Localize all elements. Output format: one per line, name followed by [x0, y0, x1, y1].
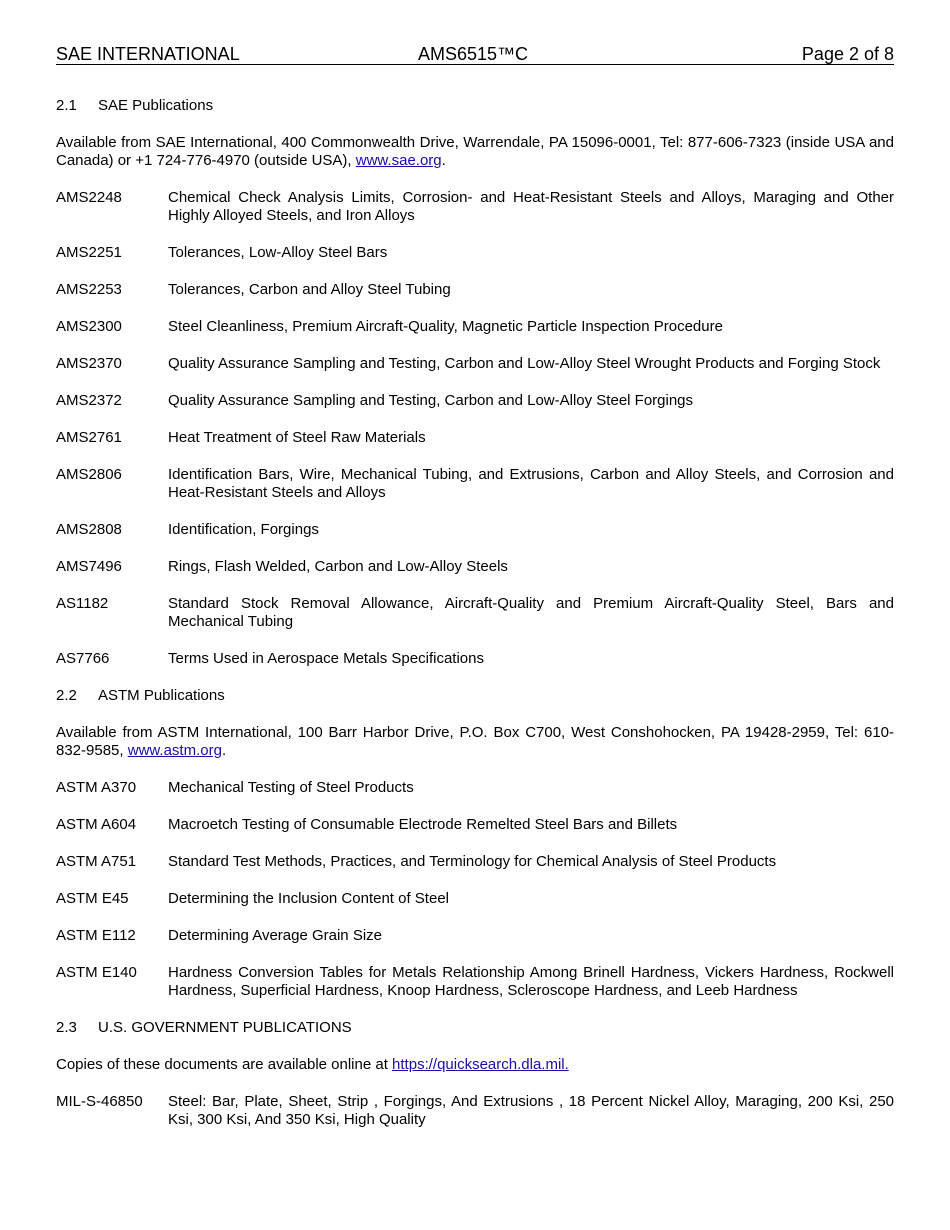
reference-code: ASTM E112: [56, 927, 136, 944]
reference-code: AMS2253: [56, 281, 122, 298]
sae-reference-list: [56, 189, 894, 668]
astm-website-link[interactable]: www.astm.org: [127, 742, 222, 759]
reference-title: Tolerances, Low-Alloy Steel Bars: [168, 244, 388, 261]
reference-title: Macroetch Testing of Consumable Electrode Remelted Steel Bars and Billets: [168, 816, 678, 833]
sae-intro-trail: .: [441, 152, 446, 169]
reference-code: MIL-S-46850: [56, 1093, 143, 1110]
reference-row: [56, 466, 894, 502]
gov-availability-paragraph: [56, 1056, 894, 1074]
reference-row: [56, 429, 894, 447]
reference-row: [56, 558, 894, 576]
reference-row: [56, 318, 894, 336]
section-number: 2.1: [56, 97, 77, 114]
reference-code: AMS2251: [56, 244, 122, 261]
reference-row: [56, 355, 894, 373]
reference-row: [56, 650, 894, 668]
astm-intro-trail: .: [221, 742, 227, 759]
reference-code: AMS2300: [56, 318, 122, 335]
reference-code: AMS7496: [56, 558, 122, 575]
reference-row: [56, 281, 894, 299]
reference-code: ASTM A604: [56, 816, 137, 833]
sae-website-link[interactable]: www.sae.org: [355, 152, 442, 169]
reference-code: AS1182: [56, 595, 109, 612]
section-number: 2.2: [56, 687, 77, 704]
reference-title: Standard Stock Removal Allowance, Aircraft-Quality and Premium Aircraft-Quality Steel, Bars and Mechanical Tubing: [168, 595, 894, 630]
reference-title: Standard Test Methods, Practices, and Terminology for Chemical Analysis of Steel Products: [168, 853, 777, 870]
reference-code: ASTM A370: [56, 779, 137, 796]
reference-title: Rings, Flash Welded, Carbon and Low-Alloy Steels: [168, 558, 508, 575]
section-number: 2.3: [56, 1019, 77, 1036]
reference-row: [56, 927, 894, 945]
reference-code: AMS2808: [56, 521, 122, 538]
reference-title: Steel Cleanliness, Premium Aircraft-Quality, Magnetic Particle Inspection Procedure: [168, 318, 723, 335]
astm-reference-list: [56, 779, 894, 1000]
reference-row: [56, 853, 894, 871]
reference-code: AS7766: [56, 650, 110, 667]
reference-title: Steel: Bar, Plate, Sheet, Strip , Forgings, And Extrusions , 18 Percent Nickel Alloy, Maraging, 200 Ksi, 250 Ksi, 300 Ksi, And 350 Ksi, High Quality: [168, 1093, 894, 1128]
section-heading-astm: [56, 687, 894, 705]
reference-row: [56, 890, 894, 908]
dla-quicksearch-link[interactable]: https://quicksearch.dla.mil.: [392, 1056, 569, 1073]
section-title: SAE Publications: [98, 97, 214, 114]
reference-title: Chemical Check Analysis Limits, Corrosion- and Heat-Resistant Steels and Alloys, Maraging and Other Highly Alloyed Steels, and Iron Alloys: [168, 189, 894, 224]
reference-code: AMS2806: [56, 466, 122, 483]
reference-title: Quality Assurance Sampling and Testing, Carbon and Low-Alloy Steel Wrought Products and Forging Stock: [168, 355, 881, 372]
reference-row: [56, 1093, 894, 1129]
reference-row: [56, 595, 894, 631]
gov-intro-text: Copies of these documents are available online at: [56, 1056, 393, 1073]
section-heading-gov: [56, 1019, 894, 1037]
header-org: SAE INTERNATIONAL: [56, 44, 240, 64]
section-heading-sae: [56, 97, 894, 115]
reference-row: [56, 816, 894, 834]
reference-title: Terms Used in Aerospace Metals Specifications: [168, 650, 484, 667]
page-content: [56, 97, 894, 1148]
reference-title: Determining Average Grain Size: [168, 927, 382, 944]
reference-title: Identification, Forgings: [168, 521, 319, 538]
reference-title: Identification Bars, Wire, Mechanical Tubing, and Extrusions, Carbon and Alloy Steels, and Corrosion and Heat-Resistant Steels and Alloys: [168, 466, 894, 501]
reference-row: [56, 189, 894, 225]
reference-code: AMS2761: [56, 429, 122, 446]
reference-title: Hardness Conversion Tables for Metals Relationship Among Brinell Hardness, Vickers Hardness, Rockwell Hardness, Superficial Hardness, Knoop Hardness, Scleroscope Hardness, and Leeb Hardness: [168, 964, 894, 999]
section-title: ASTM Publications: [98, 687, 225, 704]
header-doc-number: AMS6515™C: [418, 44, 529, 64]
section-title: U.S. GOVERNMENT PUBLICATIONS: [98, 1019, 352, 1036]
gov-reference-list: [56, 1093, 894, 1129]
page-header: [56, 44, 894, 65]
reference-title: Determining the Inclusion Content of Steel: [168, 890, 449, 907]
reference-title: Quality Assurance Sampling and Testing, Carbon and Low-Alloy Steel Forgings: [168, 392, 694, 409]
reference-code: ASTM E45: [56, 890, 129, 907]
reference-row: [56, 521, 894, 539]
astm-availability-paragraph: [56, 724, 894, 760]
reference-title: Mechanical Testing of Steel Products: [168, 779, 414, 796]
reference-row: [56, 392, 894, 410]
reference-row: [56, 779, 894, 797]
reference-code: AMS2372: [56, 392, 122, 409]
reference-code: AMS2370: [56, 355, 122, 372]
sae-availability-paragraph: [56, 134, 894, 170]
reference-title: Tolerances, Carbon and Alloy Steel Tubing: [168, 281, 451, 298]
header-page-number: Page 2 of 8: [801, 44, 894, 64]
reference-row: [56, 244, 894, 262]
reference-code: ASTM A751: [56, 853, 137, 870]
reference-code: AMS2248: [56, 189, 122, 206]
sae-intro-text: Available from SAE International, 400 Commonwealth Drive, Warrendale, PA 15096-0001, Tel: 877-606-7323 (inside USA and Canada) or +1 724-776-4970 (outside USA),: [56, 134, 894, 169]
reference-code: ASTM E140: [56, 964, 137, 981]
astm-intro-text: Available from ASTM International, 100 Barr Harbor Drive, P.O. Box C700, West Conshohocken, PA 19428-2959, Tel: 610-832-9585,: [56, 724, 894, 759]
reference-title: Heat Treatment of Steel Raw Materials: [168, 429, 426, 446]
reference-row: [56, 964, 894, 1000]
